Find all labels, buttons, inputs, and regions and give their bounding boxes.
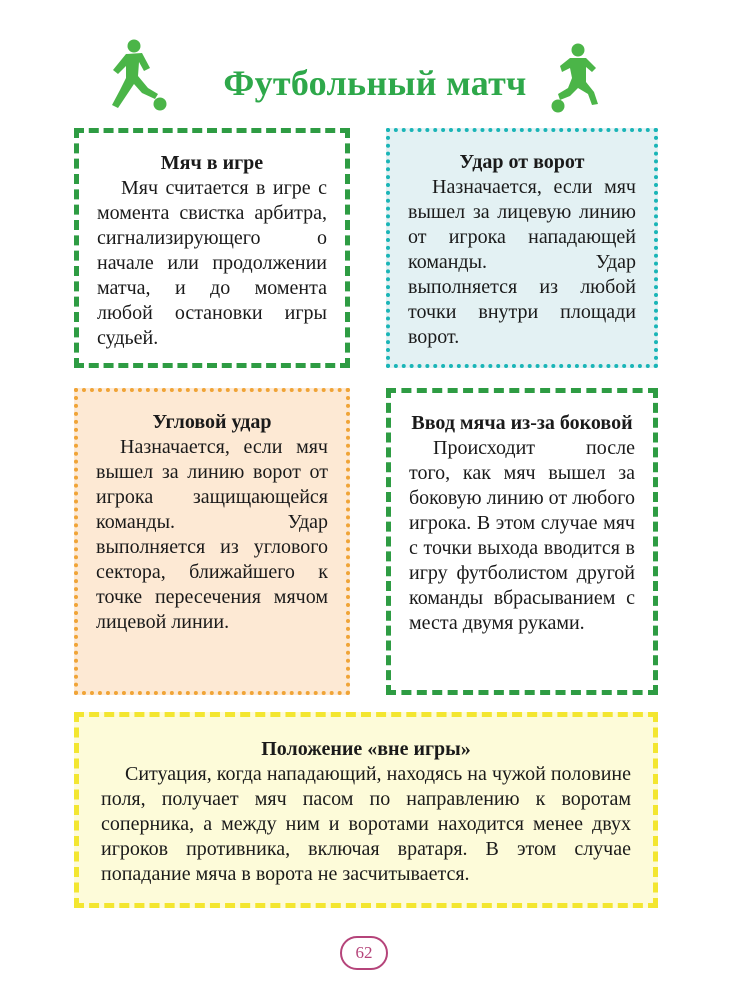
card-heading: Мяч в игре bbox=[160, 152, 264, 174]
card-heading: Удар от ворот bbox=[459, 151, 585, 173]
card-text: Назначается, если мяч вышел за лицевую линию от игрока нападающей команды. Удар выполняется из любой точки внутри площади ворот. bbox=[408, 176, 636, 348]
card-heading: Ввод мяча из-за боковой bbox=[411, 412, 633, 434]
card-text: Происходит после того, как мяч вышел за боковую линию от любого игрока. В этом случае мяч с точки выхода вводится в игру футболистом другой команды вбрасыванием с места двумя руками. bbox=[409, 437, 635, 634]
card-ball-in-play bbox=[74, 128, 350, 368]
card-text: Назначается, если мяч вышел за линию ворот от игрока защищающейся команды. Удар выполняется из углового сектора, ближайшего к точке пересечения мячом лицевой линии. bbox=[96, 436, 328, 633]
page-title: Футбольный матч bbox=[223, 63, 527, 103]
card-offside bbox=[74, 712, 658, 908]
card-throw-in bbox=[386, 388, 658, 695]
card-text: Мяч считается в игре с момента свистка арбитра, сигнализирующего о начале или продолжении матча, и до момента любой остановки игры судьей. bbox=[97, 177, 327, 349]
football-player-icon bbox=[548, 42, 608, 114]
card-goal-kick bbox=[386, 128, 658, 368]
football-player-icon bbox=[104, 38, 168, 112]
card-text: Ситуация, когда нападающий, находясь на чужой половине поля, получает мяч пасом по направлению к воротам соперника, а между ним и воротами находится менее двух игроков противника, включая вратаря. В этом случае попадание мяча в ворота не засчитывается. bbox=[101, 763, 631, 885]
page-number: 62 bbox=[340, 936, 388, 970]
card-corner-kick bbox=[74, 388, 350, 695]
card-heading: Угловой удар bbox=[152, 411, 272, 433]
card-heading: Положение «вне игры» bbox=[261, 738, 471, 760]
